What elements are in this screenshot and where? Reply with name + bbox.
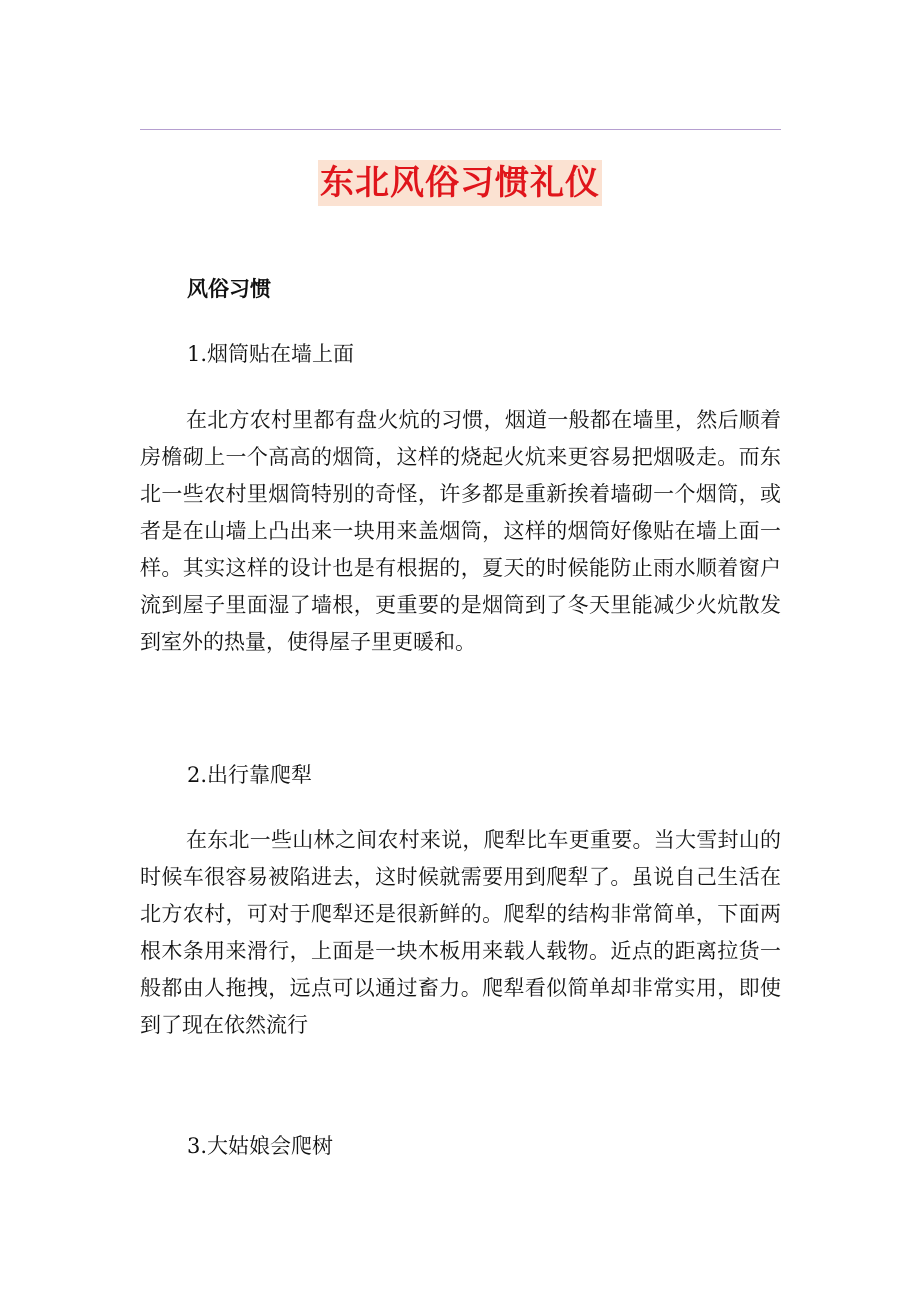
item-heading-2: 2.出行靠爬犁 — [187, 763, 313, 787]
section-heading: 风俗习惯 — [187, 277, 271, 301]
item-paragraph-2: 在东北一些山林之间农村来说，爬犁比车更重要。当大雪封山的时候车很容易被陷进去，这时候就需要用到爬犁了。虽说自己生活在北方农村，可对于爬犁还是很新鲜的。爬犁的结构非常简单，下面两根木条用来滑行，上面是一块木板用来载人载物。近点的距离拉货一般都由人拖拽，远点可以通过畜力。爬犁看似简单却非常实用，即使到了现在依然流行 — [140, 828, 781, 1037]
item-paragraph-1: 在北方农村里都有盘火炕的习惯，烟道一般都在墙里，然后顺着房檐砌上一个高高的烟筒，这样的烧起火炕来更容易把烟吸走。而东北一些农村里烟筒特别的奇怪，许多都是重新挨着墙砌一个烟筒，或者是在山墙上凸出来一块用来盖烟筒，这样的烟筒好像贴在墙上面一样。其实这样的设计也是有根据的，夏天的时候能防止雨水顺着窗户流到屋子里面湿了墙根，更重要的是烟筒到了冬天里能减少火炕散发到室外的热量，使得屋子里更暖和。 — [140, 408, 781, 654]
page-title: 东北风俗习惯礼仪 — [318, 160, 602, 206]
title-container — [0, 160, 920, 206]
item-heading-3: 3.大姑娘会爬树 — [187, 1134, 334, 1158]
header-rule — [140, 129, 781, 130]
item-heading-1: 1.烟筒贴在墙上面 — [187, 342, 355, 366]
